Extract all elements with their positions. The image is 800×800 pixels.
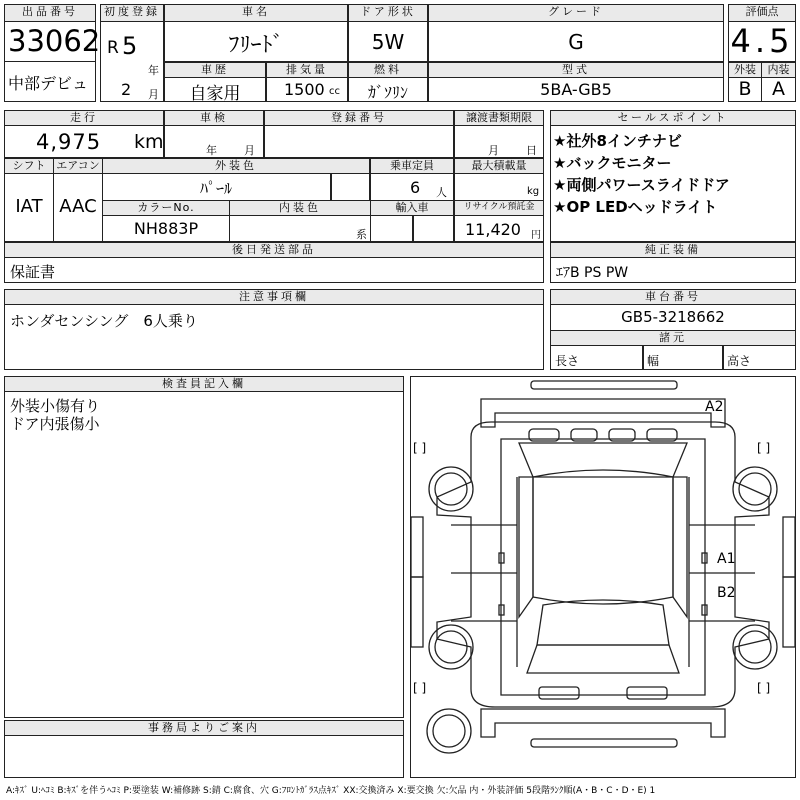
- import-label: 輸入車: [370, 200, 454, 216]
- first-reg-month-unit: 月: [148, 88, 159, 101]
- bracket-rear-left: [ ]: [413, 681, 427, 695]
- dimensions-divider-1: [642, 345, 644, 370]
- lot-label: 出品番号: [4, 4, 96, 22]
- sales-point-2: ★バックモニター: [553, 154, 672, 172]
- inspection-label: 車検: [164, 110, 264, 126]
- shift-label: シフト: [4, 158, 54, 174]
- car-name-label: 車名: [164, 4, 348, 22]
- int-color-label: 内装色: [229, 200, 371, 216]
- history-value: 自家用: [189, 84, 241, 104]
- venue-name: 中部デビュ: [8, 74, 89, 93]
- notes-value: ホンダセンシング 6人乗り: [10, 312, 198, 330]
- door-label: ドア形状: [348, 4, 428, 22]
- damage-mark-a2: A2: [705, 399, 724, 415]
- int-score-value: A: [772, 78, 785, 100]
- recycle-value: 11,420: [465, 220, 521, 239]
- ext-color-value: ﾊﾟｰﾙ: [199, 179, 232, 198]
- grade-label: グレード: [428, 4, 724, 22]
- score-value: 4.5: [730, 22, 794, 60]
- fuel-label: 燃料: [348, 62, 428, 78]
- mileage-unit: km: [134, 131, 164, 153]
- office-label: 事務局よりご案内: [4, 720, 404, 736]
- chassis-value: GB5-3218662: [621, 308, 725, 326]
- grade-value: G: [568, 30, 584, 54]
- mileage-value: 4,975: [36, 130, 102, 154]
- seats-unit: 人: [436, 186, 447, 199]
- inspector-line-2: ドア内張傷小: [10, 415, 100, 433]
- recycle-label: リサイクル預託金: [454, 200, 544, 216]
- import-divider: [412, 215, 414, 242]
- ext-score-label: 外装: [728, 62, 762, 78]
- inspection-month-unit: 月: [244, 144, 255, 157]
- transfer-day-unit: 日: [526, 144, 537, 157]
- transfer-label: 譲渡書類期限: [454, 110, 544, 126]
- office-box: [4, 735, 404, 778]
- shift-value: IAT: [15, 196, 43, 217]
- reg-number-box: [264, 125, 454, 158]
- transfer-month-unit: 月: [488, 144, 499, 157]
- ext-color-divider: [330, 173, 332, 201]
- displacement-value: 1500: [284, 80, 325, 99]
- history-label: 車歴: [164, 62, 266, 78]
- model-code-value: 5BA-GB5: [540, 80, 612, 99]
- genuine-equipment-value: ｴｱB PS PW: [556, 265, 629, 281]
- sales-point-1: ★社外8インチナビ: [553, 132, 682, 150]
- first-reg-year-unit: 年: [148, 64, 159, 77]
- lot-number: 33062: [8, 24, 101, 58]
- inspection-year-unit: 年: [206, 144, 217, 157]
- first-reg-year: 5: [122, 32, 138, 60]
- color-no-label: カラーNo.: [102, 200, 230, 216]
- score-label: 評価点: [728, 4, 796, 22]
- first-reg-month: 2: [121, 80, 132, 99]
- car-diagram: [410, 376, 796, 778]
- first-reg-label: 初度登録: [100, 4, 164, 22]
- int-color-box: [229, 215, 371, 242]
- max-load-unit: kg: [527, 186, 540, 197]
- dimensions-box: [550, 345, 796, 370]
- dimensions-divider-2: [722, 345, 724, 370]
- seats-label: 乗車定員: [370, 158, 454, 174]
- seats-value: 6: [410, 178, 421, 197]
- fuel-value: ｶﾞｿﾘﾝ: [367, 83, 408, 102]
- first-reg-era: R: [107, 38, 119, 58]
- int-score-label: 内装: [761, 62, 796, 78]
- ext-score-value: B: [738, 78, 752, 100]
- later-parts-value: 保証書: [10, 263, 56, 281]
- dimensions-height: 高さ: [727, 354, 752, 368]
- mileage-label: 走行: [4, 110, 164, 126]
- max-load-label: 最大積載量: [454, 158, 544, 174]
- bracket-front-left: [ ]: [413, 441, 427, 455]
- legend: A:ｷｽﾞ U:ﾍｺﾐ B:ｷｽﾞを伴うﾍｺﾐ P:要塗装 W:補修跡 S:錆 C:腐食、穴 G:ﾌﾛﾝﾄｶﾞﾗｽ点ｷｽﾞ XX:交換済み X:要交換 欠:欠品 内・外装評価 5段階ﾗﾝｸ順(A・B・C・D・E) 1: [6, 786, 656, 796]
- damage-mark-a1: A1: [717, 551, 736, 567]
- ext-color-label: 外装色: [102, 158, 370, 174]
- inspector-box: [4, 391, 404, 718]
- dimensions-width: 幅: [647, 354, 660, 368]
- inspector-line-1: 外装小傷有り: [10, 397, 101, 415]
- car-outline: [411, 377, 795, 777]
- inspector-label: 検査員記入欄: [4, 376, 404, 392]
- recycle-unit: 円: [531, 230, 541, 241]
- aircon-value: AAC: [59, 196, 97, 217]
- chassis-label: 車台番号: [550, 289, 796, 305]
- car-name-value: ﾌﾘｰﾄﾞ: [228, 33, 284, 58]
- sales-point-4: ★OP LEDヘッドライト: [553, 198, 718, 216]
- color-no-value: NH883P: [133, 219, 199, 238]
- aircon-label: エアコン: [53, 158, 103, 174]
- dimensions-length: 長さ: [555, 354, 580, 368]
- genuine-equipment-label: 純正装備: [550, 242, 796, 258]
- sales-point-3: ★両側パワースライドドア: [553, 176, 730, 194]
- later-parts-box: [4, 257, 544, 283]
- int-color-unit: 系: [356, 228, 367, 241]
- bracket-rear-right: [ ]: [757, 681, 771, 695]
- later-parts-label: 後日発送部品: [4, 242, 544, 258]
- sales-points-label: セールスポイント: [550, 110, 796, 126]
- model-code-label: 型式: [428, 62, 724, 78]
- displacement-label: 排気量: [266, 62, 348, 78]
- bracket-front-right: [ ]: [757, 441, 771, 455]
- displacement-unit: cc: [329, 86, 340, 97]
- damage-mark-b2: B2: [717, 585, 736, 601]
- reg-number-label: 登録番号: [264, 110, 454, 126]
- door-value: 5W: [371, 30, 405, 54]
- dimensions-label: 諸元: [550, 330, 796, 346]
- notes-label: 注意事項欄: [4, 289, 544, 305]
